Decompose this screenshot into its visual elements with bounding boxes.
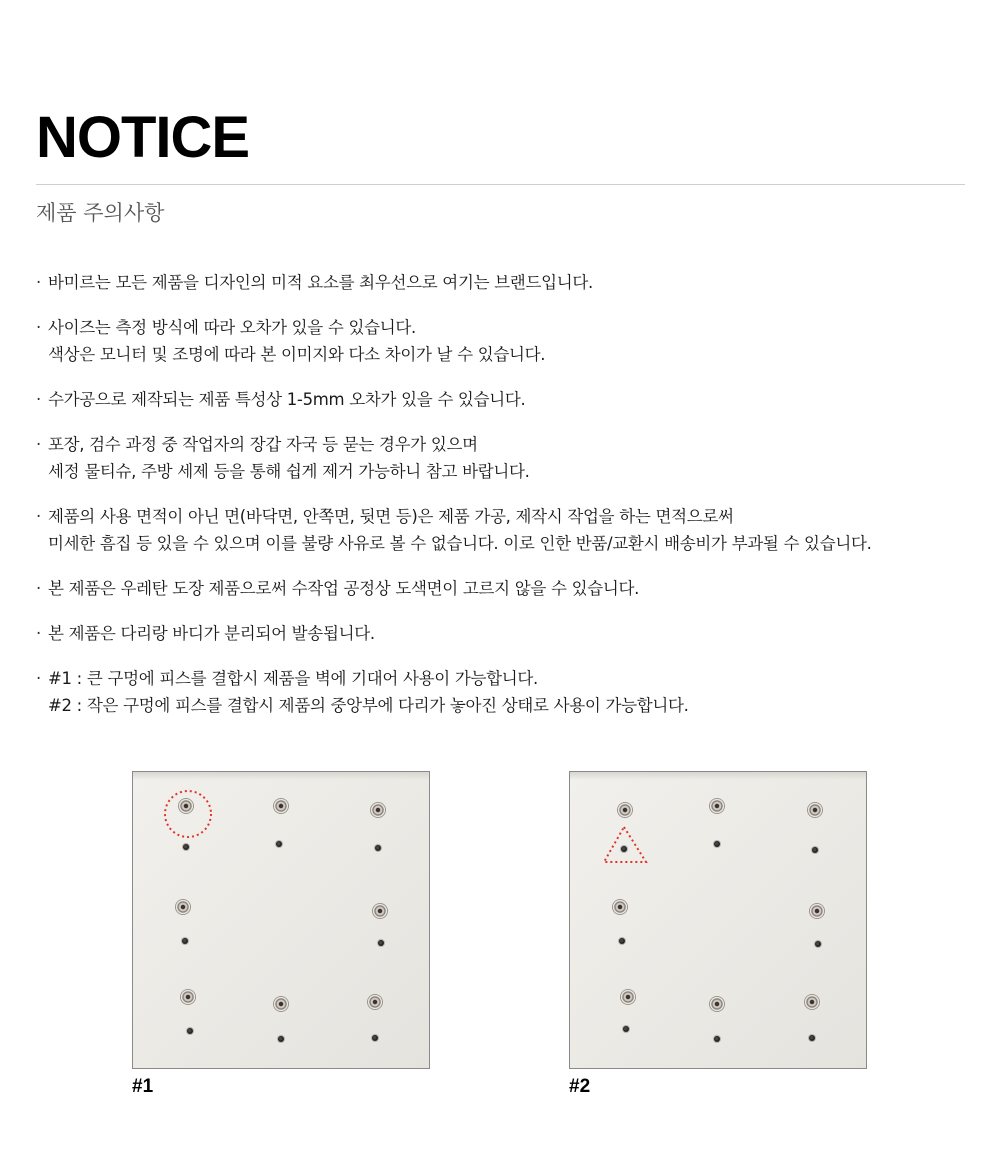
small-hole — [278, 1036, 284, 1042]
notice-item — [36, 575, 986, 602]
notice-text: 세정 물티슈, 주방 세제 등을 통해 쉽게 제거 가능하니 참고 바랍니다. — [48, 462, 530, 481]
screw-insert — [181, 990, 195, 1004]
screw-insert — [373, 904, 387, 918]
notice-list — [36, 269, 986, 737]
small-hole — [182, 938, 188, 944]
small-hole — [621, 846, 627, 852]
product-photo-1 — [132, 771, 430, 1069]
notice-item — [36, 431, 986, 485]
bullet-dot: · — [36, 273, 41, 292]
bullet-dot: · — [36, 507, 41, 526]
notice-text: #1 : 큰 구멍에 피스를 결합시 제품을 벽에 기대어 사용이 가능합니다. — [48, 669, 538, 688]
screw-insert — [613, 900, 627, 914]
small-hole — [815, 941, 821, 947]
product-photo-2 — [569, 771, 867, 1069]
notice-item — [36, 386, 986, 413]
bullet-dot: · — [36, 624, 41, 643]
title-divider — [36, 184, 965, 185]
small-hole — [619, 938, 625, 944]
notice-text: 사이즈는 측정 방식에 따라 오차가 있을 수 있습니다. — [48, 318, 416, 337]
bullet-dot: · — [36, 390, 41, 409]
small-hole — [375, 845, 381, 851]
screw-insert — [618, 803, 632, 817]
photo-1-caption: #1 — [132, 1076, 154, 1097]
screw-insert — [805, 995, 819, 1009]
small-hole — [812, 847, 818, 853]
page-title: NOTICE — [36, 105, 250, 170]
bullet-dot: · — [36, 579, 41, 598]
small-hole-triangle-marker — [602, 825, 650, 865]
small-hole — [276, 841, 282, 847]
notice-item — [36, 314, 986, 368]
notice-text: 제품의 사용 면적이 아닌 면(바닥면, 안쪽면, 뒷면 등)은 제품 가공, 제작시 작업을 하는 면적으로써 — [48, 507, 734, 526]
small-hole — [714, 1036, 720, 1042]
photo-edge-shade — [133, 772, 429, 780]
screw-insert — [274, 799, 288, 813]
photo-2-caption: #2 — [569, 1076, 591, 1097]
notice-item — [36, 665, 986, 719]
bullet-dot: · — [36, 318, 41, 337]
notice-text: 색상은 모니터 및 조명에 따라 본 이미지와 다소 차이가 날 수 있습니다. — [48, 345, 546, 364]
screw-insert — [710, 799, 724, 813]
screw-insert — [371, 803, 385, 817]
notice-text: 본 제품은 우레탄 도장 제품으로써 수작업 공정상 도색면이 고르지 않을 수 있습니다. — [48, 579, 640, 598]
notice-item — [36, 620, 986, 647]
screw-insert — [810, 904, 824, 918]
notice-text: 본 제품은 다리랑 바디가 분리되어 발송됩니다. — [48, 624, 375, 643]
screw-insert — [179, 799, 193, 813]
small-hole — [187, 1028, 193, 1034]
screw-insert — [621, 990, 635, 1004]
notice-text: 수가공으로 제작되는 제품 특성상 1-5mm 오차가 있을 수 있습니다. — [48, 390, 526, 409]
screw-insert — [808, 803, 822, 817]
small-hole — [183, 844, 189, 850]
notice-text: 미세한 흠집 등 있을 수 있으며 이를 불량 사유로 볼 수 없습니다. 이로 인한 반품/교환시 배송비가 부과될 수 있습니다. — [48, 534, 872, 553]
notice-text: #2 : 작은 구멍에 피스를 결합시 제품의 중앙부에 다리가 놓아진 상태로 사용이 가능합니다. — [48, 696, 689, 715]
notice-text: 바미르는 모든 제품을 디자인의 미적 요소를 최우선으로 여기는 브랜드입니다. — [48, 273, 593, 292]
screw-insert — [176, 900, 190, 914]
small-hole — [809, 1035, 815, 1041]
notice-text: 포장, 검수 과정 중 작업자의 장갑 자국 등 묻는 경우가 있으며 — [48, 435, 478, 454]
screw-insert — [274, 997, 288, 1011]
screw-insert — [368, 995, 382, 1009]
photo-edge-shade — [570, 772, 866, 780]
page-subtitle: 제품 주의사항 — [36, 201, 165, 225]
small-hole — [623, 1026, 629, 1032]
bullet-dot: · — [36, 435, 41, 454]
bullet-dot: · — [36, 669, 41, 688]
screw-insert — [710, 997, 724, 1011]
large-hole-circle-marker — [163, 789, 213, 839]
small-hole — [378, 940, 384, 946]
small-hole — [714, 841, 720, 847]
notice-item — [36, 503, 986, 557]
small-hole — [372, 1035, 378, 1041]
notice-item — [36, 269, 986, 296]
